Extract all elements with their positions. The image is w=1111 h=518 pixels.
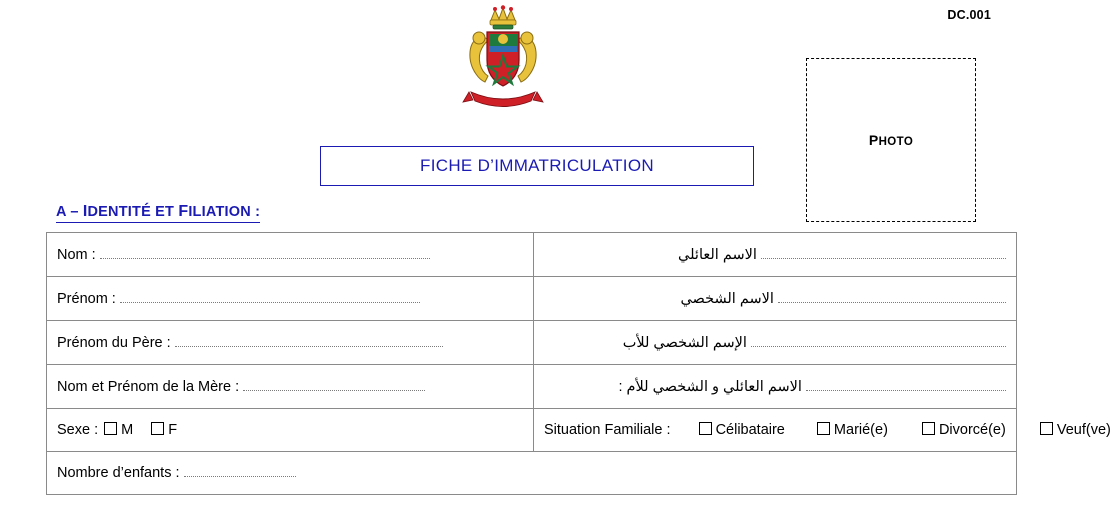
morocco-coat-of-arms-icon xyxy=(443,6,563,118)
field-prenom-pere-ar[interactable] xyxy=(534,321,1017,365)
photo-label xyxy=(869,132,913,148)
sexe-label: Sexe : xyxy=(57,422,99,438)
checkbox-sexe-f[interactable] xyxy=(151,422,164,435)
field-prenom-ar[interactable] xyxy=(534,277,1017,321)
field-prenom-ar-input[interactable] xyxy=(778,291,1006,303)
field-nom-input[interactable] xyxy=(100,247,430,259)
field-prenom-pere-fr[interactable] xyxy=(47,321,534,365)
section-a-i: I xyxy=(82,203,88,220)
sexe-option-f-label: F xyxy=(168,422,178,438)
photo-label-rest: HOTO xyxy=(878,136,914,148)
field-situation-familiale xyxy=(534,409,1111,452)
field-nombre-enfants[interactable] xyxy=(47,452,1017,495)
field-nom-prenom-mere-ar-label: الاسم العائلي و الشخصي للأم : xyxy=(618,378,802,395)
checkbox-marie[interactable] xyxy=(817,422,830,435)
field-prenom-pere-label: Prénom du Père : xyxy=(57,334,171,351)
field-nom-prenom-mere-ar[interactable] xyxy=(534,365,1017,409)
nombre-enfants-input[interactable] xyxy=(184,465,296,477)
field-nom-prenom-mere-ar-input[interactable] xyxy=(806,379,1006,391)
option-veuf-label: Veuf(ve) xyxy=(1056,422,1111,438)
field-prenom-label: Prénom : xyxy=(57,290,116,307)
option-celibataire[interactable] xyxy=(697,422,785,438)
option-marie[interactable] xyxy=(815,422,888,438)
option-celibataire-label: Célibataire xyxy=(715,422,785,438)
section-a-prefix: A – xyxy=(56,204,83,220)
field-nom-prenom-mere-fr[interactable] xyxy=(47,365,534,409)
checkbox-veuf[interactable] xyxy=(1040,422,1053,435)
identity-table xyxy=(46,232,1111,495)
option-divorce[interactable] xyxy=(920,422,1006,438)
sexe-option-m-label: M xyxy=(121,422,134,438)
field-prenom-ar-label: الاسم الشخصي xyxy=(680,290,774,307)
field-sexe xyxy=(47,409,534,452)
document-code: DC.001 xyxy=(947,8,991,22)
field-prenom-fr[interactable] xyxy=(47,277,534,321)
field-nom-prenom-mere-input[interactable] xyxy=(243,379,425,391)
field-nom-label: Nom : xyxy=(57,246,96,263)
table-row xyxy=(47,233,1017,277)
section-a-heading xyxy=(56,203,260,223)
table-row xyxy=(47,321,1017,365)
situation-familiale-label: Situation Familiale : xyxy=(544,422,671,438)
section-a-word2: ILIATION : xyxy=(188,204,261,220)
field-prenom-input[interactable] xyxy=(120,291,420,303)
option-veuf[interactable] xyxy=(1038,422,1111,438)
checkbox-sexe-m[interactable] xyxy=(104,422,117,435)
table-row xyxy=(47,409,1017,452)
field-prenom-pere-input[interactable] xyxy=(175,335,443,347)
field-prenom-pere-ar-label: الإسم الشخصي للأب xyxy=(622,334,747,351)
section-a-f: F xyxy=(178,203,189,220)
field-prenom-pere-ar-input[interactable] xyxy=(751,335,1006,347)
field-nom-prenom-mere-label: Nom et Prénom de la Mère : xyxy=(57,378,240,395)
field-nom-ar[interactable] xyxy=(534,233,1017,277)
table-row xyxy=(47,365,1017,409)
option-marie-label: Marié(e) xyxy=(833,422,888,438)
option-divorce-label: Divorcé(e) xyxy=(938,422,1006,438)
photo-placeholder-box xyxy=(806,58,976,222)
field-nom-ar-input[interactable] xyxy=(761,247,1006,259)
table-row xyxy=(47,277,1017,321)
field-nom-fr[interactable] xyxy=(47,233,534,277)
checkbox-celibataire[interactable] xyxy=(699,422,712,435)
form-title-box xyxy=(320,146,754,186)
photo-label-initial: P xyxy=(868,132,879,148)
section-a-word1: DENTITÉ ET xyxy=(87,204,179,220)
checkbox-divorce[interactable] xyxy=(922,422,935,435)
form-title: FICHE D’IMMATRICULATION xyxy=(420,156,654,175)
table-row xyxy=(47,452,1017,495)
field-nom-ar-label: الاسم العائلي xyxy=(678,246,757,263)
nombre-enfants-label: Nombre d’enfants : xyxy=(57,465,180,481)
